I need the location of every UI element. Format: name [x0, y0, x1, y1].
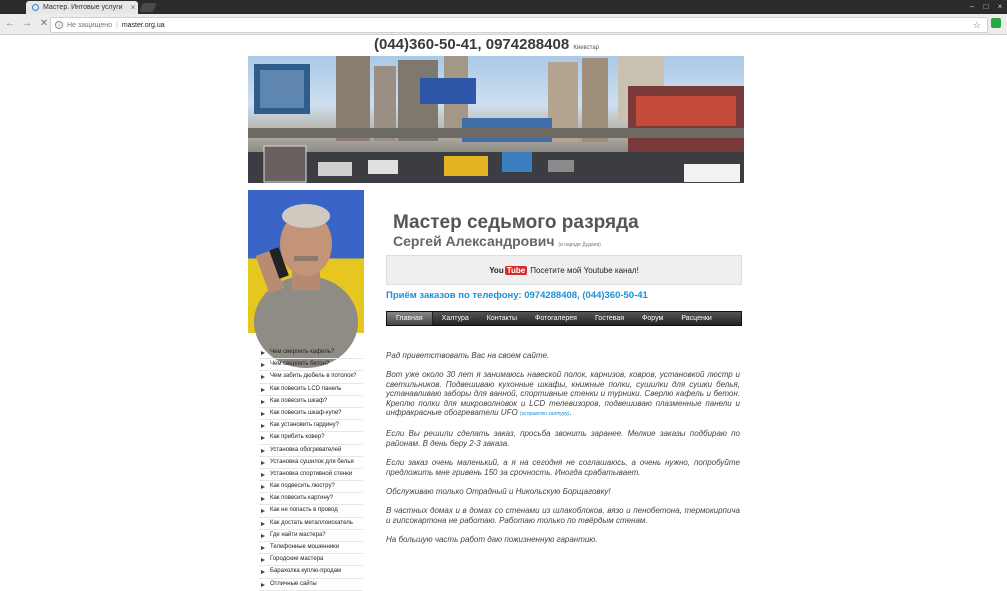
sidebar-link[interactable]: Отличные сайты — [259, 579, 363, 591]
nav-item-guestbook[interactable]: Гостевая — [594, 315, 625, 322]
back-arrow-icon[interactable]: ← — [5, 18, 15, 29]
extension-icon[interactable] — [991, 18, 1001, 28]
maximize-button[interactable]: □ — [983, 2, 989, 11]
master-name-text: Сергей Александрович — [393, 233, 555, 249]
banner-car — [368, 160, 398, 174]
browser-tabbar — [0, 0, 1007, 14]
banner-inset-portrait — [264, 146, 306, 182]
youtube-logo-icon — [489, 266, 527, 275]
browser-toolbar — [0, 14, 1007, 35]
new-tab-button[interactable] — [139, 3, 156, 12]
tab-title: Мастер. Интовые услуги — [43, 4, 123, 11]
sidebar-link[interactable]: Как повесить картину? — [259, 493, 363, 505]
master-portrait-illustration — [248, 190, 364, 333]
content-paragraph: Вот уже около 30 лет я занимаюсь навеской полок, карнизов, ковров, установкой люстр и светильников. Подвешиваю кухонные шкафы, книжные полки, сушилки для сушки белья, устанавливаю заборы для ванной, спортивные стенки и турники. Сверлю кафель и бетон. Крепл​ю полки для микроволновок и LCD телевизоров, подвешиваю плазменные панели и инфракрасные обогреватели UFO (исправляю халтуру). — [386, 370, 740, 418]
bookmark-star-icon[interactable]: ☆ — [972, 20, 981, 30]
header-phone-numbers: (044)360-50-41, 0974288408 — [374, 36, 570, 53]
forward-arrow-icon[interactable]: → — [22, 18, 32, 29]
banner-blue-van — [502, 152, 532, 172]
content-paragraph: Обслуживаю только Отрадный и Никольскую Борщаговку! — [386, 487, 611, 497]
orders-phone-line: Приём заказов по телефону: 0974288408, (044)360-50-41 — [386, 290, 648, 301]
banner-market-sign — [636, 96, 736, 126]
banner-car — [548, 160, 574, 172]
master-name — [393, 233, 639, 249]
master-nickname: (в народе Дудаев) — [558, 242, 601, 248]
sidebar-link[interactable]: Телефонные мошенники — [259, 542, 363, 554]
intro-title-block — [393, 212, 639, 249]
master-portrait-photo — [248, 190, 364, 333]
youtube-channel-link[interactable] — [386, 255, 742, 285]
sidebar-link[interactable]: Барахолка куплю-продам — [259, 566, 363, 578]
sidebar-link[interactable]: Чем забить дюбель в потолок? — [259, 371, 363, 383]
content-paragraph: В частных домах и в домах со стенами из шлакоблоков, вязо и пенобетона, термокирпича и гипсокартона не работаю. Работаю только по твёрдым стенам. — [386, 506, 740, 525]
main-nav — [386, 311, 742, 326]
sidebar-link[interactable]: Где найти мастера? — [259, 530, 363, 542]
header-phone-carrier: Киевстар — [573, 45, 600, 51]
loading-icon — [32, 4, 39, 11]
content-paragraph: На большую часть работ даю пожизненную гарантию. — [386, 535, 598, 545]
window-controls — [965, 0, 1007, 14]
nav-item-prices[interactable]: Расценки — [681, 315, 712, 322]
header-banner-image — [248, 56, 744, 183]
sidebar-links — [259, 347, 363, 591]
content-note-link[interactable]: (исправляю халтуру) — [519, 411, 570, 418]
nav-item-jobs[interactable]: Халтура — [441, 315, 469, 322]
banner-car — [318, 162, 352, 176]
sidebar-link[interactable]: Как подвесить люстру? — [259, 481, 363, 493]
sidebar-link[interactable]: Чем сверлить бетон? — [259, 359, 363, 371]
sidebar-link[interactable]: Чем сверлить кафель? — [259, 347, 363, 359]
page-title: Мастер седьмого разряда — [393, 212, 639, 233]
sidebar-link[interactable]: Как повесить шкаф-купе? — [259, 408, 363, 420]
address-bar[interactable] — [50, 17, 988, 33]
tab-close-icon[interactable]: × — [130, 3, 136, 12]
portrait-mustache — [294, 256, 318, 261]
sidebar-link[interactable]: Как повесить шкаф? — [259, 396, 363, 408]
content-paragraph-text: Вот уже около 30 лет я занимаюсь навеской полок, карнизов, ковров, установкой люстр и светильников. Подвешиваю кухонные шкафы, книжные полки, сушилки для сушки белья, устанавливаю заборы для ванной, спортивные стенки и турники. Сверлю кафель и бетон. Крепл​ю полки для микроволновок и LCD телевизоров, подвешиваю плазменные панели и инфракрасные обогреватели UFO — [386, 370, 740, 418]
stop-loading-icon[interactable]: ✕ — [39, 18, 49, 29]
browser-tab[interactable] — [26, 1, 138, 14]
sidebar-link[interactable]: Как достать металлоискатель — [259, 518, 363, 530]
banner-billboard — [420, 78, 476, 104]
nav-item-contacts[interactable]: Контакты — [486, 315, 518, 322]
nav-item-home[interactable]: Главная — [387, 312, 433, 325]
close-window-button[interactable]: × — [997, 2, 1003, 11]
not-secure-label: Не защищено — [67, 21, 112, 29]
url-text[interactable]: master.org.ua — [121, 21, 165, 29]
banner-white-van — [684, 164, 740, 182]
banner-overpass — [248, 128, 744, 138]
sidebar-link[interactable]: Как повесить LCD панель — [259, 384, 363, 396]
sidebar-link[interactable]: Установка сушилок для белья — [259, 457, 363, 469]
address-separator: | — [116, 21, 118, 29]
web-page — [0, 35, 1007, 587]
main-content — [386, 351, 740, 555]
content-paragraph: Если Вы решили сделать заказ, просьба звонить заранее. Мелкие заказы подбираю по районам. В день беру 2-3 заказа. — [386, 429, 740, 448]
minimize-button[interactable]: – — [969, 2, 975, 11]
sidebar-link[interactable]: Городские мастера — [259, 554, 363, 566]
sidebar-link[interactable]: Установка обогревателей — [259, 445, 363, 457]
sidebar-link[interactable]: Как прибить ковер? — [259, 432, 363, 444]
content-paragraph: Если заказ очень маленький, а я на сегодня не соглашаюсь, а очень нужно, попробуйте предложить мне гривень 150 за срочность. Иногда срабатывает. — [386, 458, 740, 477]
banner-billboard-face — [260, 70, 304, 108]
content-greeting: Рад приветствовать Вас на своем сайте. — [386, 351, 550, 360]
sidebar-link[interactable]: Как не попасть в провод — [259, 505, 363, 517]
header-phone — [374, 36, 599, 53]
banner-yellow-bus — [444, 156, 488, 176]
youtube-link-text[interactable]: Посетите мой Youtube канал! — [530, 265, 639, 275]
nav-item-gallery[interactable]: Фотогалерея — [535, 315, 577, 322]
banner-city-photo — [248, 56, 744, 183]
portrait-hair — [282, 204, 330, 228]
nav-item-forum[interactable]: Форум — [642, 315, 664, 322]
info-icon[interactable]: i — [55, 21, 63, 29]
youtube-logo-you: You — [489, 265, 504, 275]
sidebar-link[interactable]: Установка спортивной стенки — [259, 469, 363, 481]
sidebar-link[interactable]: Как установить гардину? — [259, 420, 363, 432]
youtube-logo-tube: Tube — [506, 265, 526, 275]
